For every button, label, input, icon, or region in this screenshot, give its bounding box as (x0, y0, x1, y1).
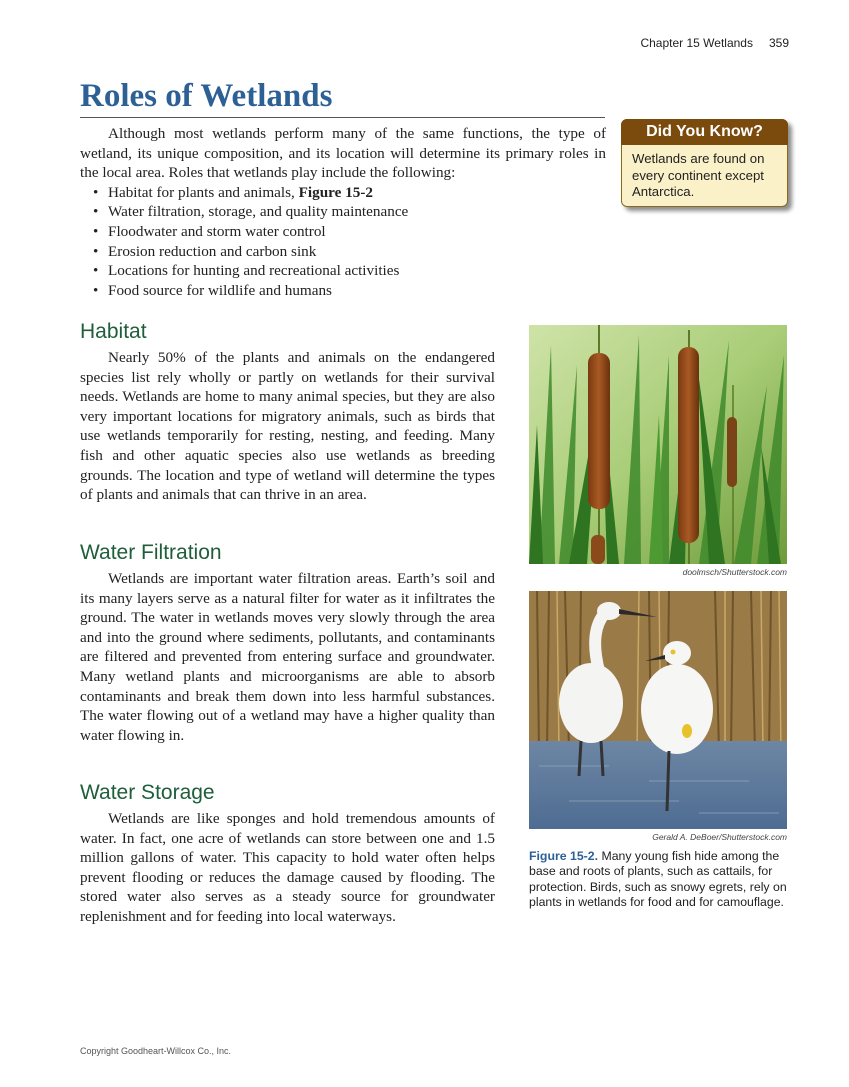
water-filtration-heading: Water Filtration (80, 541, 222, 564)
cattails-photo (529, 325, 787, 564)
photo-credit-top: doolmsch/Shutterstock.com (682, 567, 787, 577)
water-filtration-section (80, 569, 495, 745)
page-title: Roles of Wetlands (80, 78, 333, 114)
list-item: • Habitat for plants and animals, Figure 15-2 (108, 183, 606, 203)
intro-paragraph: Although most wetlands perform many of the same functions, the type of wetland, its unique composition, and its location will determine its primary roles in the local area. Roles that wetlands play include the following: (80, 125, 606, 182)
list-item: • Erosion reduction and carbon sink (108, 242, 606, 262)
habitat-body: Nearly 50% of the plants and animals on the endangered species list rely wholly or partly on wetlands for their survival needs. Wetlands are home to many animal species, but they are also very important locations for migratory animals, such as birds that use wetlands temporarily for resting, nesting, and feeding. Many fish and other aquatic species also use wetlands as breeding grounds. The location and type of wetland will determine the types of plants and animals that can thrive in an area. (80, 349, 495, 504)
did-you-know-box (621, 119, 788, 207)
did-you-know-text: Wetlands are found on every continent except Antarctica. (632, 151, 765, 199)
roles-list (80, 183, 606, 301)
egrets-photo (529, 591, 787, 829)
water-storage-heading: Water Storage (80, 781, 215, 804)
page-number: 359 (768, 36, 789, 50)
figure-reference[interactable]: Figure 15-2 (298, 183, 374, 201)
list-item: • Floodwater and storm water control (108, 222, 606, 242)
figure-label: Figure 15-2. (529, 849, 599, 863)
list-item: • Water filtration, storage, and quality maintenance (108, 202, 606, 222)
figure-caption-text: Many young fish hide among the base and roots of plants, such as cattails, for protection. Birds, such as snowy egrets, rely on plants in wetlands for food and for camouflage. (529, 849, 787, 909)
list-item: • Locations for hunting and recreational activities (108, 261, 606, 281)
copyright-footer: Copyright Goodheart-Willcox Co., Inc. (80, 1046, 232, 1056)
title-rule (80, 117, 605, 118)
habitat-section (80, 348, 495, 505)
list-item: • Food source for wildlife and humans (108, 281, 606, 301)
habitat-heading: Habitat (80, 320, 147, 343)
water-storage-section (80, 809, 495, 927)
running-head (640, 36, 789, 50)
chapter-label: Chapter 15 Wetlands (640, 36, 753, 50)
did-you-know-heading: Did You Know? (621, 119, 788, 145)
intro (80, 124, 606, 300)
water-filtration-body: Wetlands are important water filtration areas. Earth’s soil and its many layers serve as a natural filter for water as it infiltrates the ground. The water in wetlands moves very slowly through the area and into the ground where sediments, pollutants, and contaminants are filtered and prevented from entering surface and groundwater. Many wetland plants and microorganisms are able to absorb contaminants and break them down into less harmful substances. The water flowing out of a wetland may have a higher quality than water flowing in. (80, 570, 495, 744)
water-storage-body: Wetlands are like sponges and hold tremendous amounts of water. In fact, one acre of wetlands can store between one and 1.5 million gallons of water. This capacity to hold water often helps prevent flooding or reduces the damage caused by flooding. The stored water also serves as a steady source for groundwater replenishment and for feeding into local waterways. (80, 810, 495, 925)
figure-caption (529, 849, 791, 910)
photo-credit-bottom: Gerald A. DeBoer/Shutterstock.com (652, 832, 787, 842)
